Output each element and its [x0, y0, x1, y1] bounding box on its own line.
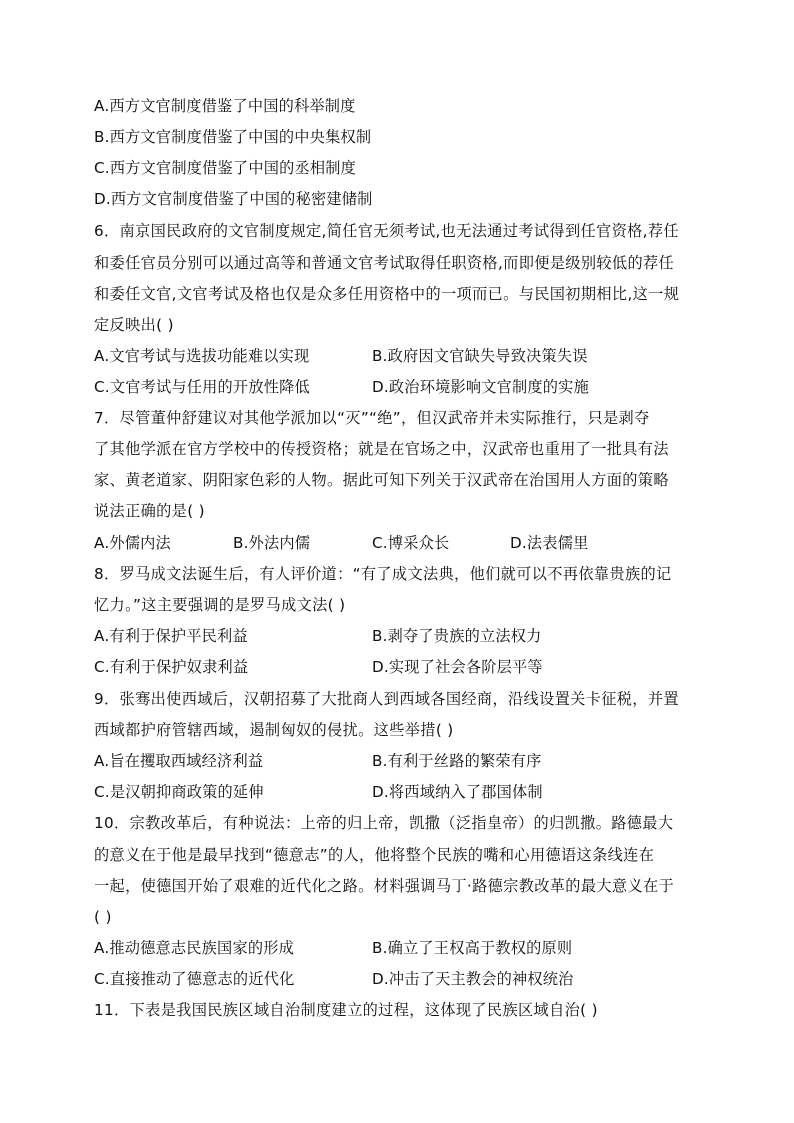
q5-option-b: B.西方文官制度借鉴了中国的中央集权制 [94, 128, 372, 146]
q8-option-a: A.有利于保护平民利益 [94, 627, 248, 645]
q10-option-d: D.冲击了天主教会的神权统治 [372, 970, 574, 988]
q5-option-c: C.西方文官制度借鉴了中国的丞相制度 [94, 159, 357, 177]
q5-option-d: D.西方文官制度借鉴了中国的秘密建储制 [94, 190, 373, 208]
q9-option-a: A.旨在攫取西域经济利益 [94, 752, 264, 770]
q11-stem-line: 11．下表是我国民族区域自治制度建立的过程，这体现了民族区域自治( ) [94, 1001, 598, 1019]
q8-stem-line: 8．罗马成文法诞生后，有人评价道：“有了成文法典，他们就可以不再依靠贵族的记 [94, 565, 672, 583]
q9-stem-line: 9．张骞出使西域后，汉朝招募了大批商人到西域各国经商，沿线设置关卡征税，并置 [94, 690, 679, 708]
q8-option-b: B.剥夺了贵族的立法权力 [372, 627, 542, 645]
q8-option-d: D.实现了社会各阶层平等 [372, 658, 543, 676]
q6-stem-line: 6．南京国民政府的文官制度规定,简任官无须考试,也无法通过考试得到任官资格,荐任 [94, 222, 679, 240]
q6-option-c: C.文官考试与任用的开放性降低 [94, 378, 310, 396]
q6-stem-line: 定反映出( ) [94, 316, 174, 334]
q9-stem-line: 西域都护府管辖西域，遏制匈奴的侵扰。这些举措( ) [94, 721, 454, 739]
q8-stem-line: 忆力。”这主要强调的是罗马成文法( ) [94, 596, 346, 614]
q5-option-a: A.西方文官制度借鉴了中国的科举制度 [94, 97, 356, 115]
q10-option-b: B.确立了王权高于教权的原则 [372, 939, 573, 957]
q7-option-c: C.博采众长 [372, 534, 450, 552]
q6-stem-line: 和委任官员分别可以通过高等和普通文官考试取得任职资格,而即便是级别较低的荐任 [94, 254, 675, 272]
q9-option-d: D.将西域纳入了郡国体制 [372, 783, 543, 801]
q9-option-b: B.有利于丝路的繁荣有序 [372, 752, 542, 770]
q7-stem-line: 家、黄老道家、阴阳家色彩的人物。据此可知下列关于汉武帝在治国用人方面的策略 [94, 471, 669, 489]
q6-option-a: A.文官考试与选拔功能难以实现 [94, 347, 310, 365]
q7-stem-line: 说法正确的是( ) [94, 502, 205, 520]
q7-stem-line: 了其他学派在官方学校中的传授资格；就是在官场之中，汉武帝也重用了一批具有法 [94, 440, 669, 458]
q6-option-b: B.政府因文官缺失导致决策失误 [372, 347, 588, 365]
q6-stem-line: 和委任文官,文官考试及格也仅是众多任用资格中的一项而已。与民国初期相比,这一规 [94, 285, 680, 303]
q9-option-c: C.是汉朝抑商政策的延伸 [94, 783, 264, 801]
q7-option-d: D.法表儒里 [510, 534, 589, 552]
q7-stem-line: 7．尽管董仲舒建议对其他学派加以“灭”“绝”，但汉武帝并未实际推行，只是剥夺 [94, 409, 650, 427]
q10-stem-line: ( ) [94, 908, 112, 926]
q10-option-c: C.直接推动了德意志的近代化 [94, 970, 295, 988]
q8-option-c: C.有利于保护奴隶利益 [94, 658, 249, 676]
q10-option-a: A.推动德意志民族国家的形成 [94, 939, 294, 957]
q10-stem-line: 的意义在于他是最早找到“德意志”的人，他将整个民族的嘴和心用德语这条线连在 [94, 846, 655, 864]
q6-option-d: D.政治环境影响文官制度的实施 [372, 378, 589, 396]
q7-option-a: A.外儒内法 [94, 534, 171, 552]
q10-stem-line: 10．宗教改革后，有种说法：上帝的归上帝，凯撒（泛指皇帝）的归凯撒。路德最大 [94, 814, 674, 832]
q10-stem-line: 一起，使德国开始了艰难的近代化之路。材料强调马丁·路德宗教改革的最大意义在于 [94, 877, 675, 895]
q7-option-b: B.外法内儒 [233, 534, 311, 552]
